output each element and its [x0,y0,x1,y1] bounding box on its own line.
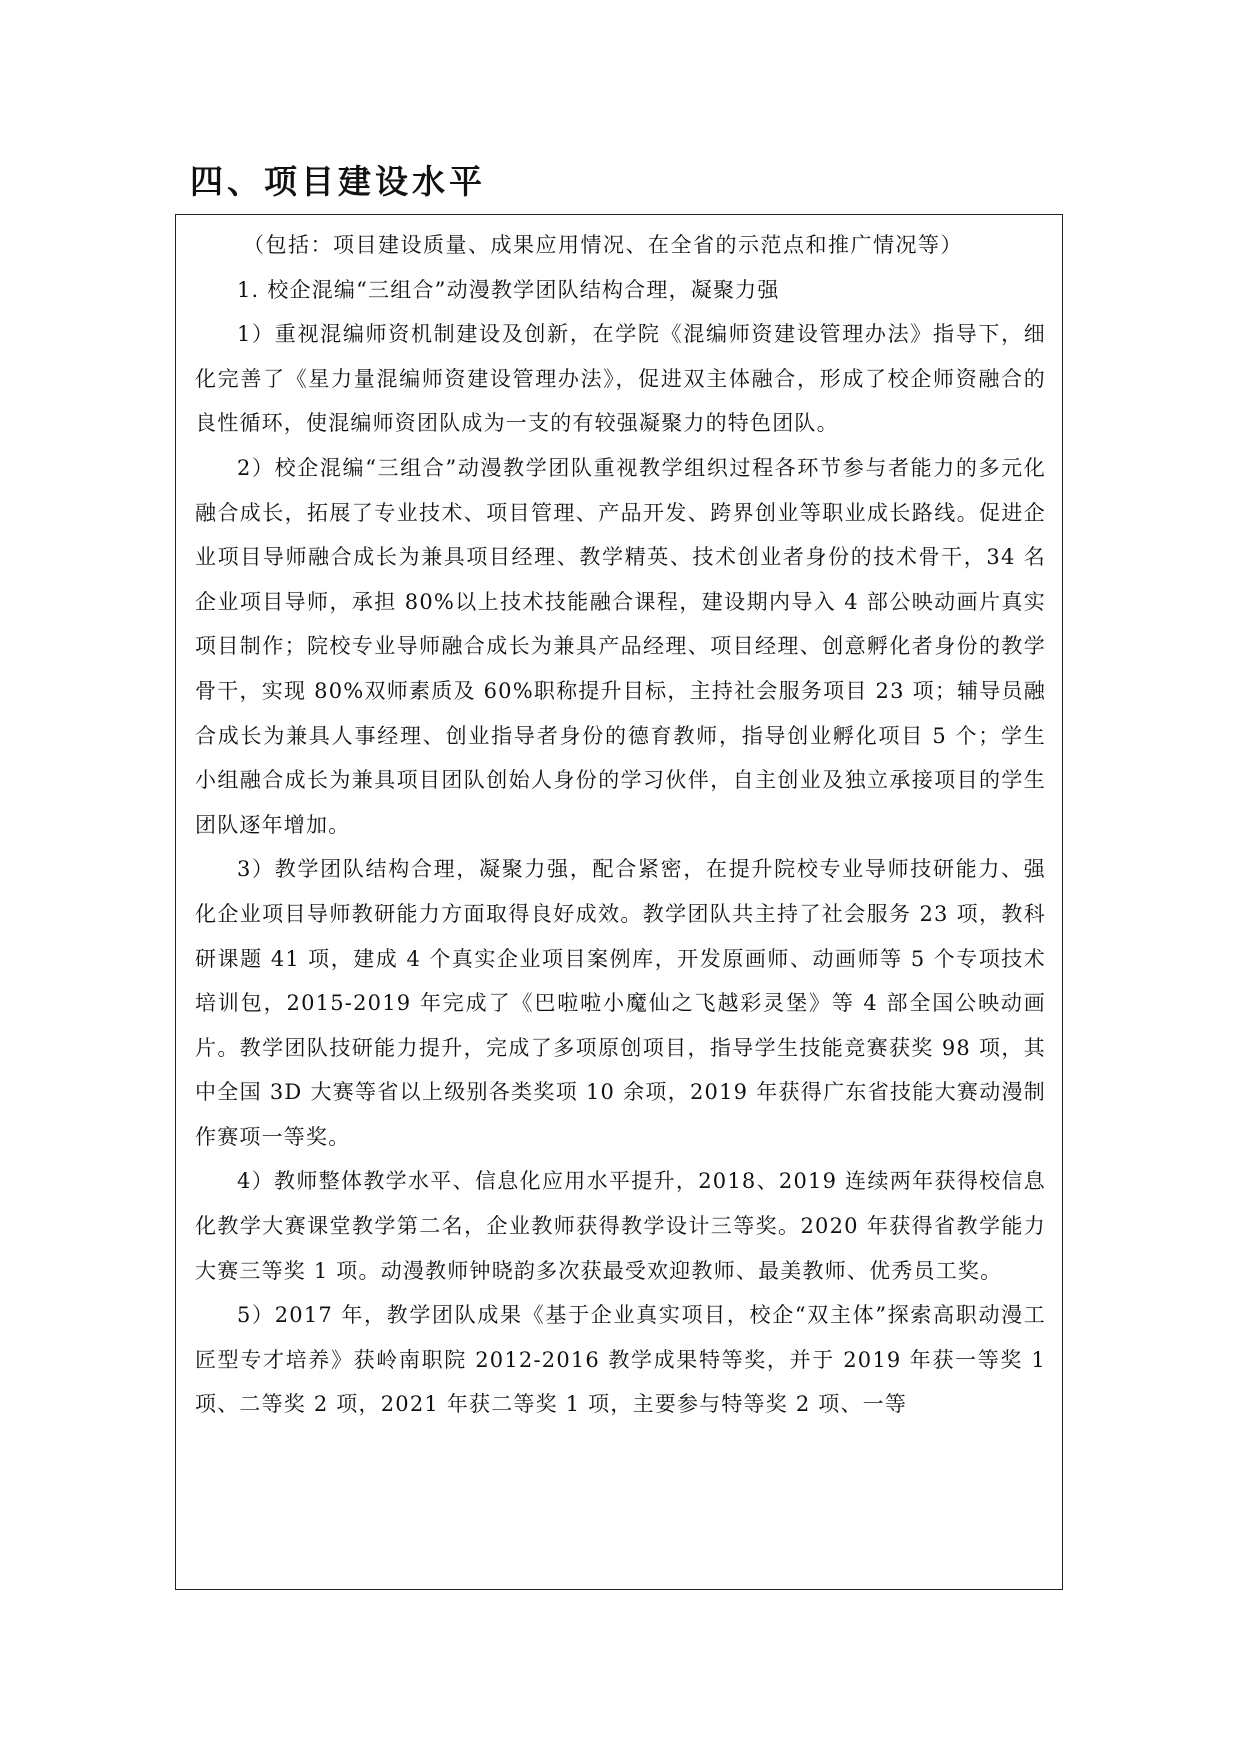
body-paragraph-4: 4）教师整体教学水平、信息化应用水平提升，2018、2019 连续两年获得校信息化教学大赛课堂教学第二名，企业教师获得教学设计三等奖。2020 年获得省教学能力大赛三等奖 1 项。动漫教师钟晓韵多次获最受欢迎教师、最美教师、优秀员工奖。 [195,1169,1046,1283]
content-box-body [176,215,1062,1427]
scope-note: （包括：项目建设质量、成果应用情况、在全省的示范点和推广情况等） [243,233,963,257]
body-paragraph-2: 2）校企混编“三组合”动漫教学团队重视教学组织过程各环节参与者能力的多元化融合成长，拓展了专业技术、项目管理、产品开发、跨界创业等职业成长路线。促进企业项目导师融合成长为兼具项目经理、教学精英、技术创业者身份的技术骨干，34 名企业项目导师，承担 80%以上技术技能融合课程，建设期内导入 4 部公映动画片真实项目制作；院校专业导师融合成长为兼具产品经理、项目经理、创意孵化者身份的教学骨干，实现 80%双师素质及 60%职称提升目标，主持社会服务项目 23 项；辅导员融合成长为兼具人事经理、创业指导者身份的德育教师，指导创业孵化项目 5 个；学生小组融合成长为兼具项目团队创始人身份的学习伙伴，自主创业及独立承接项目的学生团队逐年增加。 [195,455,1046,837]
content-box [175,214,1063,1590]
heading-paragraph: 1. 校企混编“三组合”动漫教学团队结构合理，凝聚力强 [237,277,780,302]
body-paragraph-3: 3）教学团队结构合理，凝聚力强，配合紧密，在提升院校专业导师技研能力、强化企业项目导师教研能力方面取得良好成效。教学团队共主持了社会服务 23 项，教科研课题 41 项，建成 4 个真实企业项目案例库，开发原画师、动画师等 5 个专项技术培训包，2015-2019 年完成了《巴啦啦小魔仙之飞越彩灵堡》等 4 部全国公映动画片。教学团队技研能力提升，完成了多项原创项目，指导学生技能竞赛获奖 98 项，其中全国 3D 大赛等省以上级别各类奖项 10 余项，2019 年获得广东省技能大赛动漫制作赛项一等奖。 [195,857,1046,1149]
body-paragraph-5: 5）2017 年，教学团队成果《基于企业真实项目，校企“双主体”探索高职动漫工匠型专才培养》获岭南职院 2012-2016 教学成果特等奖，并于 2019 年获一等奖 1 项、二等奖 2 项，2021 年获二等奖 1 项，主要参与特等奖 2 项、一等 [195,1303,1046,1417]
body-paragraph-1: 1）重视混编师资机制建设及创新，在学院《混编师资建设管理办法》指导下，细化完善了《星力量混编师资建设管理办法》，促进双主体融合，形成了校企师资融合的良性循环，使混编师资团队成为一支的有较强凝聚力的特色团队。 [195,322,1046,436]
section-title: 四、项目建设水平 [190,162,486,201]
